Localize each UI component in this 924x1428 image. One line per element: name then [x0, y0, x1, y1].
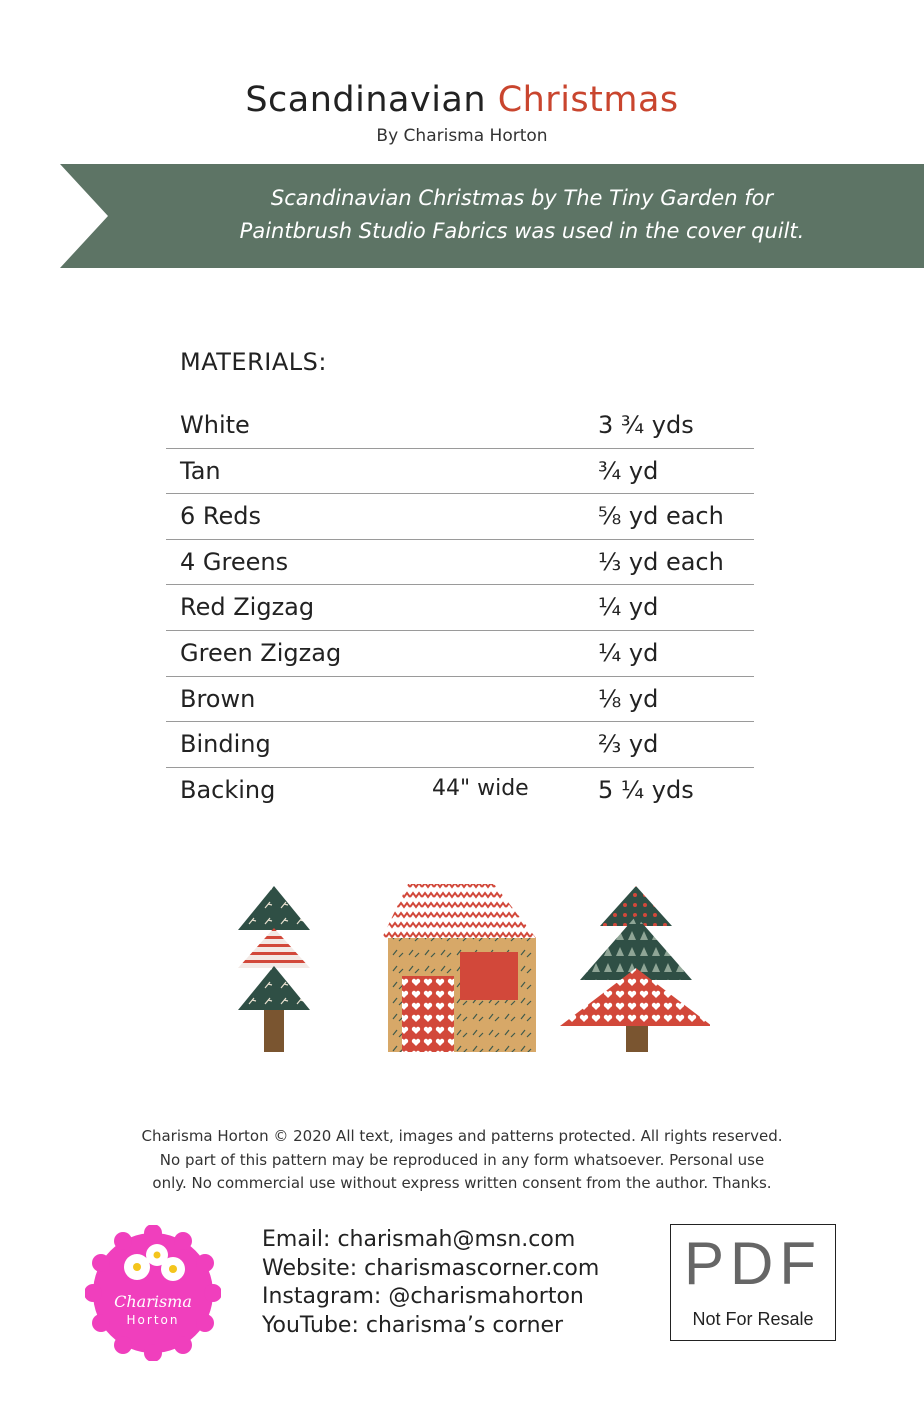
material-name: Backing	[180, 775, 276, 804]
charisma-horton-logo	[85, 1225, 221, 1361]
logo-badge	[85, 1225, 221, 1361]
material-name: Green Zigzag	[180, 638, 342, 667]
contact-website: Website: charismascorner.com	[262, 1255, 600, 1281]
title-main: Scandinavian	[245, 80, 498, 120]
copyright-notice	[0, 1125, 924, 1196]
material-name: Binding	[180, 730, 271, 759]
not-for-resale-label: Not For Resale	[692, 1309, 814, 1329]
materials-table	[166, 403, 754, 813]
material-amount: ⅝ yd each	[598, 502, 724, 531]
copyright-line-3: only. No commercial use without express written consent from the author. Thanks.	[152, 1174, 772, 1192]
material-amount: ⅓ yd each	[598, 547, 724, 576]
contact-instagram: Instagram: @charismahorton	[262, 1284, 584, 1309]
material-name: Brown	[180, 684, 256, 713]
material-amount: 5 ¼ yds	[598, 775, 694, 804]
page-title	[0, 80, 924, 120]
banner-line-1: Scandinavian Christmas by The Tiny Garden for	[270, 186, 774, 210]
contact-email: Email: charismah@msn.com	[262, 1227, 576, 1252]
table-row	[166, 449, 754, 495]
banner-line-2: Paintbrush Studio Fabrics was used in the cover quilt.	[239, 219, 805, 243]
title-accent: Christmas	[497, 80, 679, 120]
table-row	[166, 585, 754, 631]
table-row	[166, 768, 754, 814]
quilt-blocks-svg	[230, 880, 710, 1060]
banner-text	[140, 182, 904, 248]
material-name: Red Zigzag	[180, 593, 315, 622]
house-block	[382, 884, 536, 1052]
material-name: 4 Greens	[180, 547, 289, 576]
pdf-label: PDF	[684, 1230, 822, 1297]
copyright-line-1: Charisma Horton © 2020 All text, images and patterns protected. All rights reserved.	[141, 1127, 783, 1145]
material-amount: ⅔ yd	[598, 730, 659, 759]
material-name: White	[180, 411, 250, 439]
big-tree-block	[560, 886, 710, 1052]
stacked-tree-block	[238, 886, 310, 1052]
pdf-badge	[670, 1224, 836, 1341]
table-row	[166, 540, 754, 586]
table-row	[166, 722, 754, 768]
material-name: 6 Reds	[180, 502, 261, 531]
material-name: Tan	[180, 456, 221, 485]
logo-text-1: Charisma	[114, 1292, 192, 1311]
materials-heading: MATERIALS:	[180, 348, 327, 376]
contact-youtube: YouTube: charisma’s corner	[262, 1312, 564, 1338]
material-amount: ⅛ yd	[598, 684, 659, 713]
material-note: 44" wide	[432, 775, 529, 801]
copyright-line-2: No part of this pattern may be reproduced in any form whatsoever. Personal use	[159, 1150, 765, 1169]
table-row	[166, 631, 754, 677]
material-amount: ¼ yd	[598, 593, 659, 622]
fabric-banner	[60, 164, 924, 268]
table-row	[166, 494, 754, 540]
logo-text-2: Horton	[126, 1313, 180, 1327]
table-row	[166, 677, 754, 723]
table-row	[166, 403, 754, 449]
contact-info	[262, 1226, 599, 1340]
quilt-blocks-illustration	[230, 880, 710, 1064]
byline: By Charisma Horton	[376, 126, 548, 146]
material-amount: 3 ¾ yds	[598, 411, 694, 439]
material-amount: ¾ yd	[598, 456, 659, 485]
material-amount: ¼ yd	[598, 638, 659, 667]
